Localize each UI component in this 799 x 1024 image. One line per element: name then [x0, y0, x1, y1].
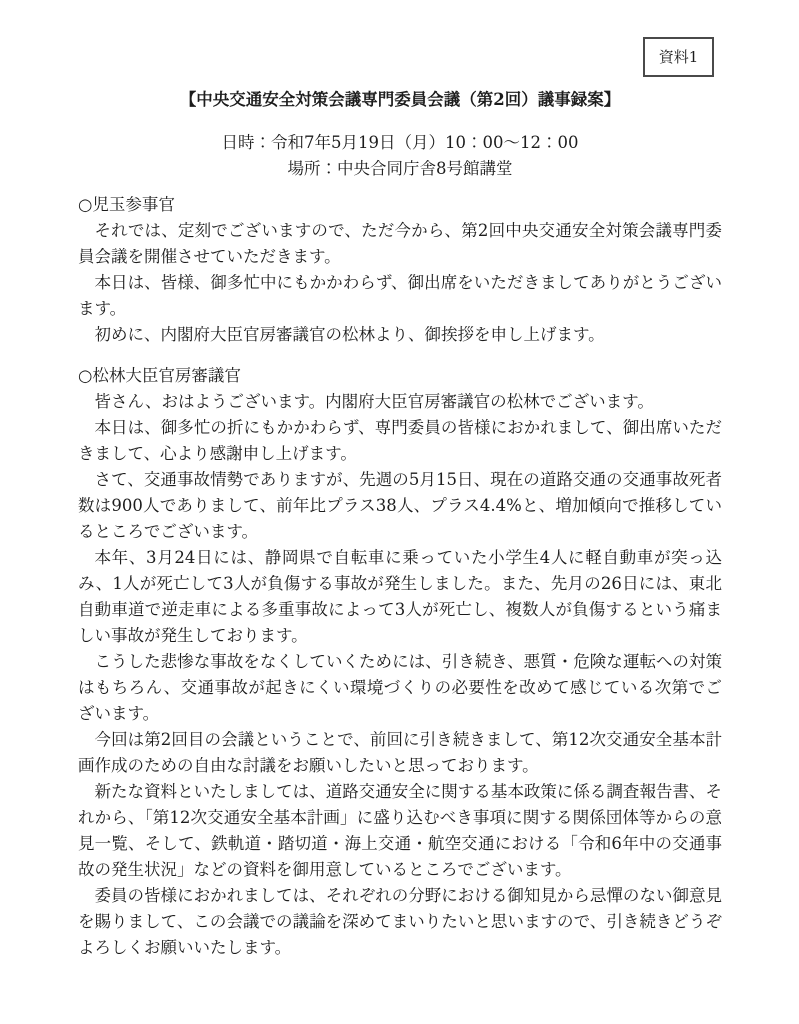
speech-section-matsubayashi [78, 363, 722, 961]
speech-section-kodama [78, 192, 722, 348]
speech-paragraph: 本日は、皆様、御多忙中にもかかわらず、御出席をいただきましてありがとうございます。 [78, 273, 722, 318]
speech-paragraph: こうした悲惨な事故をなくしていくためには、引き続き、悪質・危険な運転への対策はもちろん、交通事故が起きにくい環境づくりの必要性を改めて感じている次第でございます。 [78, 652, 722, 723]
speaker-name: ○児玉参事官 [78, 195, 175, 214]
doc-label: 資料1 [658, 47, 699, 66]
speaker-name: ○松林大臣官房審議官 [78, 366, 241, 385]
speech-paragraph: 皆さん、おはようございます。内閣府大臣官房審議官の松林でございます。 [94, 392, 654, 411]
speech-paragraph: 委員の皆様におかれましては、それぞれの分野における御知見から忌憚のない御意見を賜りまして、この会議での議論を深めてまいりたいと思いますので、引き続きどうぞよろしくお願いいたします。 [78, 886, 722, 957]
speech-paragraph: 新たな資料といたしましては、道路交通安全に関する基本政策に係る調査報告書、それから、「第12次交通安全基本計画」に盛り込むべき事項に関する関係団体等からの意見一覧、そして、鉄軌道・踏切道・海上交通・航空交通における「令和6年中の交通事故の発生状況」などの資料を御用意しているところでございます。 [78, 782, 722, 879]
meeting-datetime: 日時：令和7年5月19日（月）10：00～12：00 [221, 133, 579, 152]
speech-paragraph: 本年、3月24日には、静岡県で自転車に乗っていた小学生4人に軽自動車が突っ込み、1人が死亡して3人が負傷する事故が発生しました。また、先月の26日には、東北自動車道で逆走車による多重事故によって3人が死亡し、複数人が負傷するという痛ましい事故が発生しております。 [78, 548, 722, 645]
doc-label-box [643, 37, 714, 77]
speech-paragraph: 今回は第2回目の会議ということで、前回に引き続きまして、第12次交通安全基本計画作成のための自由な討議をお願いしたいと思っております。 [78, 730, 722, 775]
meeting-location: 場所：中央合同庁舎8号館講堂 [287, 159, 513, 178]
speech-paragraph: さて、交通事故情勢でありますが、先週の5月15日、現在の道路交通の交通事故死者数は900人でありまして、前年比プラス38人、プラス4.4%と、増加傾向で推移しているところでございます。 [78, 470, 722, 541]
page-title: 【中央交通安全対策会議専門委員会議（第2回）議事録案】 [179, 90, 621, 109]
speech-paragraph: 初めに、内閣府大臣官房審議官の松林より、御挨拶を申し上げます。 [94, 325, 605, 344]
speech-paragraph: それでは、定刻でございますので、ただ今から、第2回中央交通安全対策会議専門委員会議を開催させていただきます。 [78, 221, 722, 266]
speech-paragraph: 本日は、御多忙の折にもかかわらず、専門委員の皆様におかれまして、御出席いただきまして、心より感謝申し上げます。 [78, 418, 722, 463]
